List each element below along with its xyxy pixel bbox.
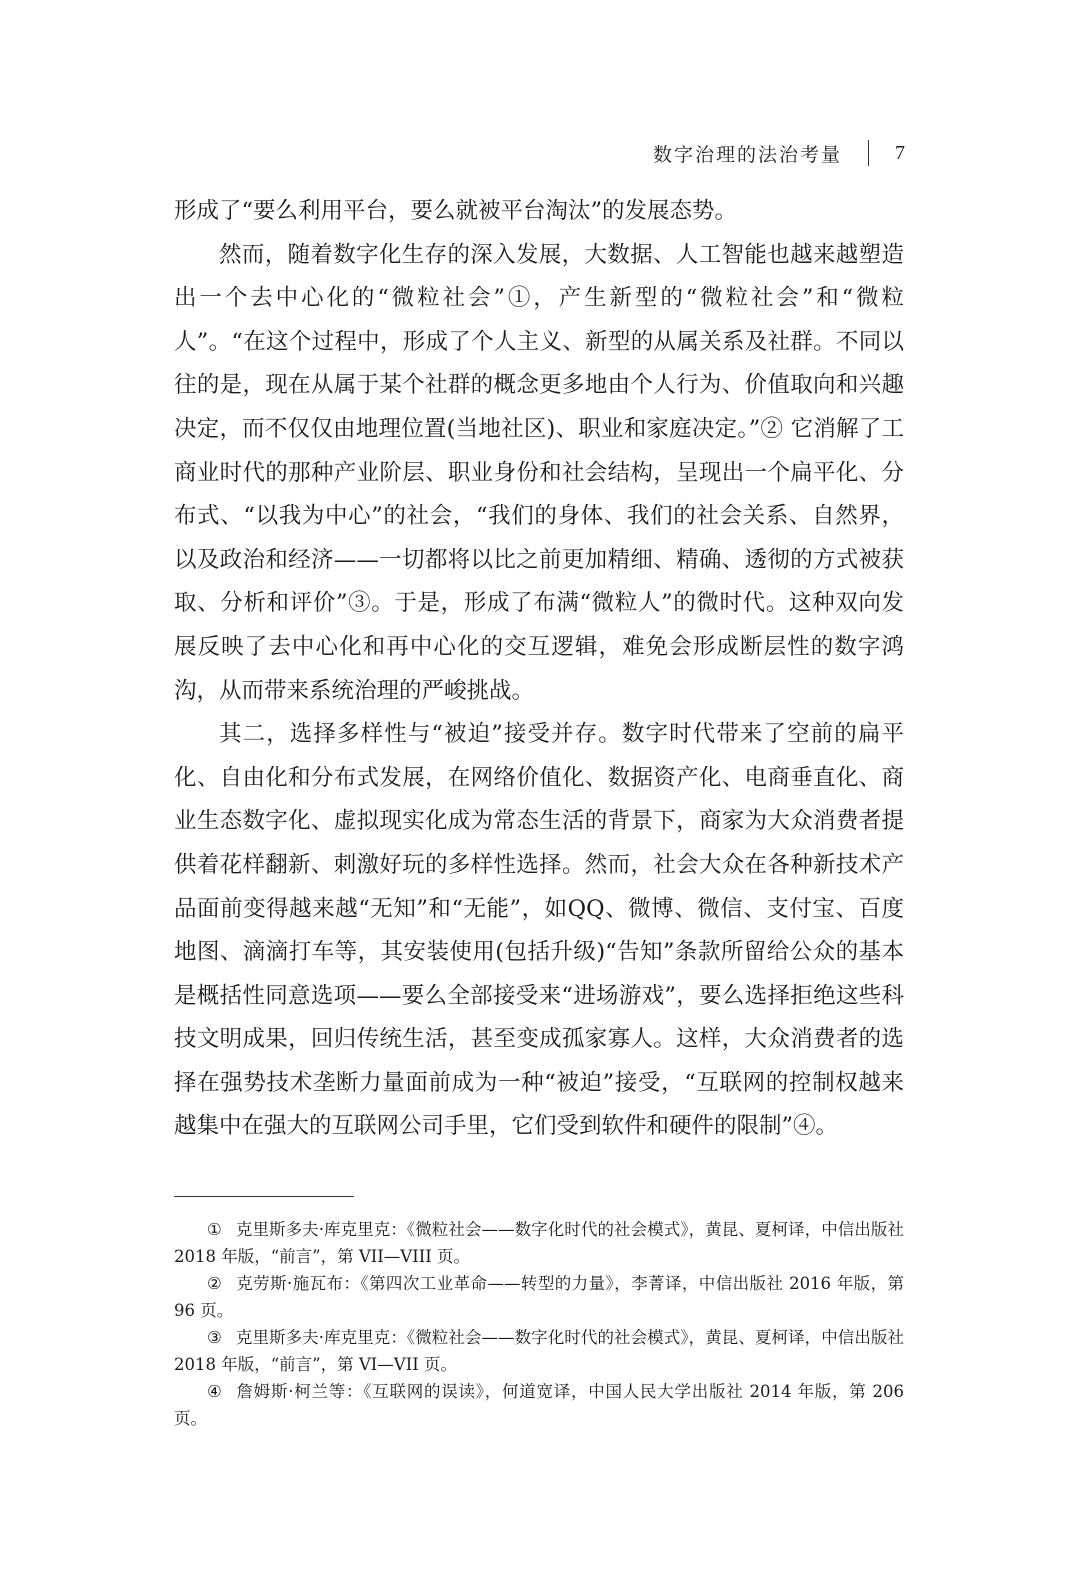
footnote-text: 克里斯多夫·库克里克：《微粒社会——数字化时代的社会模式》，黄昆、夏柯译，中信出版社 2018 年版，“前言”，第 VII—VIII 页。 <box>174 1220 905 1266</box>
footnote-marker: ① <box>207 1220 222 1239</box>
paragraph: 然而，随着数字化生存的深入发展，大数据、人工智能也越来越塑造出一个去中心化的“微粒社会”①，产生新型的“微粒社会”和“微粒人”。“在这个过程中，形成了个人主义、新型的从属关系及社群。不同以往的是，现在从属于某个社群的概念更多地由个人行为、价值取向和兴趣决定，而不仅仅由地理位置(当地社区)、职业和家庭决定。”② 它消解了工商业时代的那种产业阶层、职业身份和社会结构，呈现出一个扁平化、分布式、“以我为中心”的社会，“我们的身体、我们的社会关系、自然界，以及政治和经济——一切都将以比之前更加精细、精确、透彻的方式被获取、分析和评价”③。于是，形成了布满“微粒人”的微时代。这种双向发展反映了去中心化和再中心化的交互逻辑，难免会形成断层性的数字鸿沟，从而带来系统治理的严峻挑战。 <box>174 241 904 704</box>
paragraph: 其二，选择多样性与“被迫”接受并存。数字时代带来了空前的扁平化、自由化和分布式发展，在网络价值化、数据资产化、电商垂直化、商业生态数字化、虚拟现实化成为常态生活的背景下，商家为大众消费者提供着花样翻新、刺激好玩的多样性选择。然而，社会大众在各种新技术产品面前变得越来越“无知”和“无能”，如QQ、微博、微信、支付宝、百度地图、滴滴打车等，其安装使用(包括升级)“告知”条款所留给公众的基本是概括性同意选项——要么全部接受来“进场游戏”，要么选择拒绝这些科技文明成果，回归传统生活，甚至变成孤家寡人。这样，大众消费者的选择在强势技术垄断力量面前成为一种“被迫”接受，“互联网的控制权越来越集中在强大的互联网公司手里，它们受到软件和硬件的限制”④。 <box>174 721 904 1140</box>
paragraph-continuation: 形成了“要么利用平台，要么就被平台淘汰”的发展态势。 <box>174 198 738 224</box>
running-header <box>653 138 905 168</box>
footnote <box>174 1324 904 1378</box>
header-divider <box>868 140 869 166</box>
footnote <box>174 1216 904 1270</box>
footnote-text: 克里斯多夫·库克里克：《微粒社会——数字化时代的社会模式》，黄昆、夏柯译，中信出版社 2018 年版，“前言”，第 VI—VII 页。 <box>174 1328 905 1374</box>
footnote-text: 詹姆斯·柯兰等：《互联网的误读》，何道宽译，中国人民大学出版社 2014 年版，第 206 页。 <box>174 1382 904 1428</box>
footnote-separator <box>174 1196 354 1197</box>
footnotes <box>174 1216 904 1432</box>
footnote-marker: ④ <box>207 1382 223 1401</box>
body-text <box>174 190 904 1149</box>
footnote-marker: ② <box>207 1274 223 1293</box>
footnote-marker: ③ <box>207 1328 222 1347</box>
footnote <box>174 1270 904 1324</box>
footnote-text: 克劳斯·施瓦布：《第四次工业革命——转型的力量》，李菁译，中信出版社 2016 年版，第 96 页。 <box>174 1274 904 1320</box>
header-title: 数字治理的法治考量 <box>652 143 842 166</box>
page-number: 7 <box>895 141 905 164</box>
footnote <box>174 1378 904 1432</box>
